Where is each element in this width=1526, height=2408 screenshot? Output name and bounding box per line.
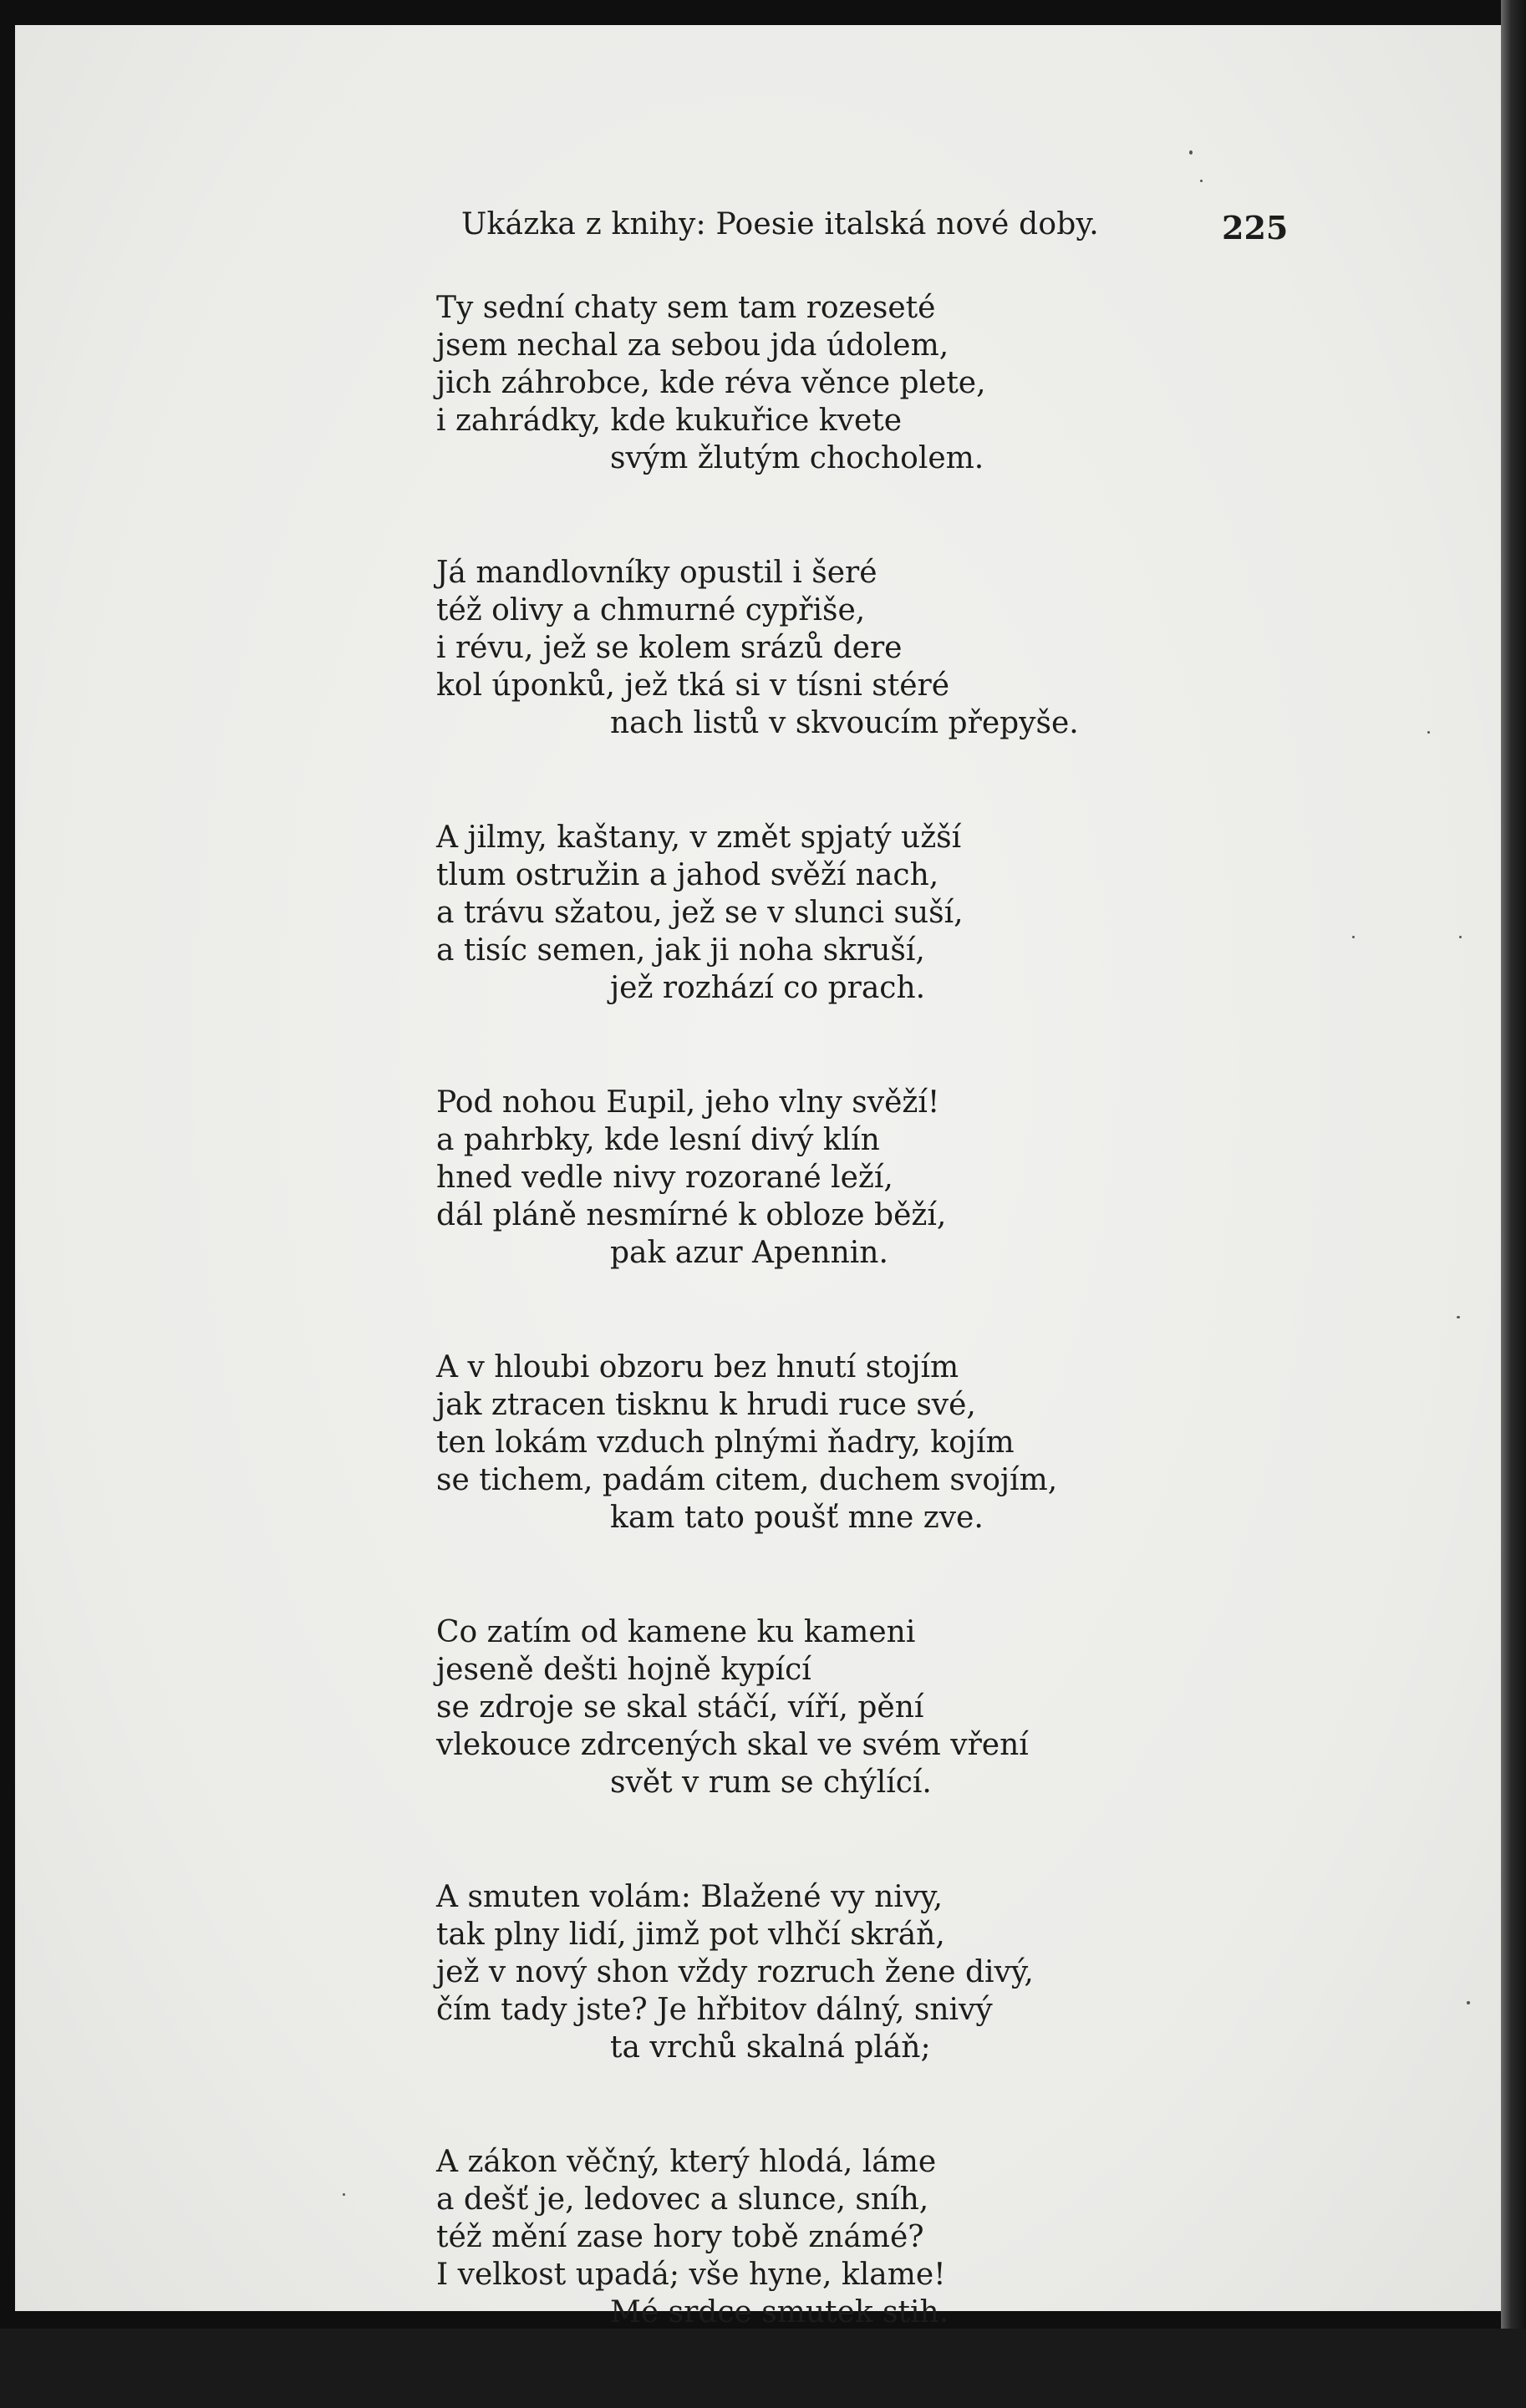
verse-line: jich záhrobce, kde réva věnce plete,: [436, 366, 986, 400]
verse-line: I velkost upadá; vše hyne, klame!: [436, 2258, 946, 2292]
verse-line-indented: jež rozhází co prach.: [610, 971, 926, 1005]
verse-line-indented: svět v rum se chýlící.: [610, 1765, 932, 1800]
verse-line: též olivy a chmurné cypřiše,: [436, 593, 866, 627]
verse-line-indented: kam tato poušť mne zve.: [610, 1501, 984, 1535]
verse-line: A jilmy, kaštany, v změt spjatý užší: [436, 820, 962, 855]
stanza: [436, 2143, 1464, 2331]
verse-line: Pod nohou Eupil, jeho vlny svěží!: [436, 1085, 940, 1120]
verse-line: Co zatím od kamene ku kameni: [436, 1615, 916, 1649]
verse-line: A v hloubi obzoru bez hnutí stojím: [436, 1350, 959, 1384]
verse-line-indented: ta vrchů skalná pláň;: [610, 2030, 931, 2065]
verse-line: jeseně dešti hojně kypící: [436, 1653, 811, 1687]
verse-line: se zdroje se skal stáčí, víří, pění: [436, 1690, 924, 1725]
verse-line-indented: svým žlutým chocholem.: [610, 441, 984, 475]
verse-line: a trávu sžatou, jež se v slunci suší,: [436, 896, 964, 930]
verse-line: kol úponků, jež tká si v tísni stéré: [436, 668, 950, 703]
verse-line-indented: pak azur Apennin.: [610, 1236, 888, 1270]
verse-line: A smuten volám: Blažené vy nivy,: [436, 1880, 944, 1914]
stanza: [436, 819, 1464, 1007]
verse-line: jsem nechal za sebou jda údolem,: [436, 328, 949, 363]
stanza: [436, 1349, 1464, 1537]
verse-line: Ty sední chaty sem tam rozeseté: [436, 291, 936, 325]
verse-line: se tichem, padám citem, duchem svojím,: [436, 1463, 1058, 1497]
stanza: [436, 1613, 1464, 1801]
verse-line: též mění zase hory tobě známé?: [436, 2220, 924, 2254]
verse-line: a tisíc semen, jak ji noha skruší,: [436, 933, 925, 968]
verse-line: tlum ostružin a jahod svěží nach,: [436, 858, 939, 892]
verse-line: jak ztracen tisknu k hrudi ruce své,: [436, 1388, 976, 1422]
verse-line: a pahrbky, kde lesní divý klín: [436, 1123, 880, 1157]
verse-line: i zahrádky, kde kukuřice kvete: [436, 404, 903, 438]
verse-line: čím tady jste? Je hřbitov dálný, snivý: [436, 1993, 993, 2027]
verse-line: jež v nový shon vždy rozruch žene divý,: [436, 1955, 1034, 1989]
verse-line-indented: nach listů v skvoucím přepyše.: [610, 706, 1079, 740]
verse-line: i révu, jež se kolem srázů dere: [436, 631, 903, 665]
poem: [436, 289, 1464, 2408]
verse-line: ten lokám vzduch plnými ňadry, kojím: [436, 1425, 1015, 1460]
verse-line: hned vedle nivy rozorané leží,: [436, 1161, 893, 1195]
verse-line-indented: Mé srdce smutek stih.: [610, 2295, 949, 2329]
ink-speck: [1200, 180, 1203, 182]
verse-line: Já mandlovníky opustil i šeré: [436, 556, 877, 590]
stanza: [436, 289, 1464, 477]
page-number: 225: [1222, 209, 1289, 246]
stanza: [436, 554, 1464, 742]
stanza: [436, 1084, 1464, 1272]
stanza: [436, 1878, 1464, 2066]
ink-speck: [1467, 2001, 1470, 2004]
running-head: Ukázka z knihy: Poesie italská nové doby.: [461, 207, 1099, 241]
page-edge-shadow: [1501, 0, 1526, 2329]
ink-speck: [343, 2193, 345, 2196]
ink-speck: [1189, 150, 1193, 155]
verse-line: vlekouce zdrcených skal ve svém vření: [436, 1728, 1029, 1762]
verse-line: tak plny lidí, jimž pot vlhčí skráň,: [436, 1918, 945, 1952]
verse-line: dál pláně nesmírné k obloze běží,: [436, 1198, 947, 1232]
verse-line: a dešť je, ledovec a slunce, sníh,: [436, 2182, 929, 2217]
verse-line: A zákon věčný, který hlodá, láme: [436, 2145, 937, 2179]
